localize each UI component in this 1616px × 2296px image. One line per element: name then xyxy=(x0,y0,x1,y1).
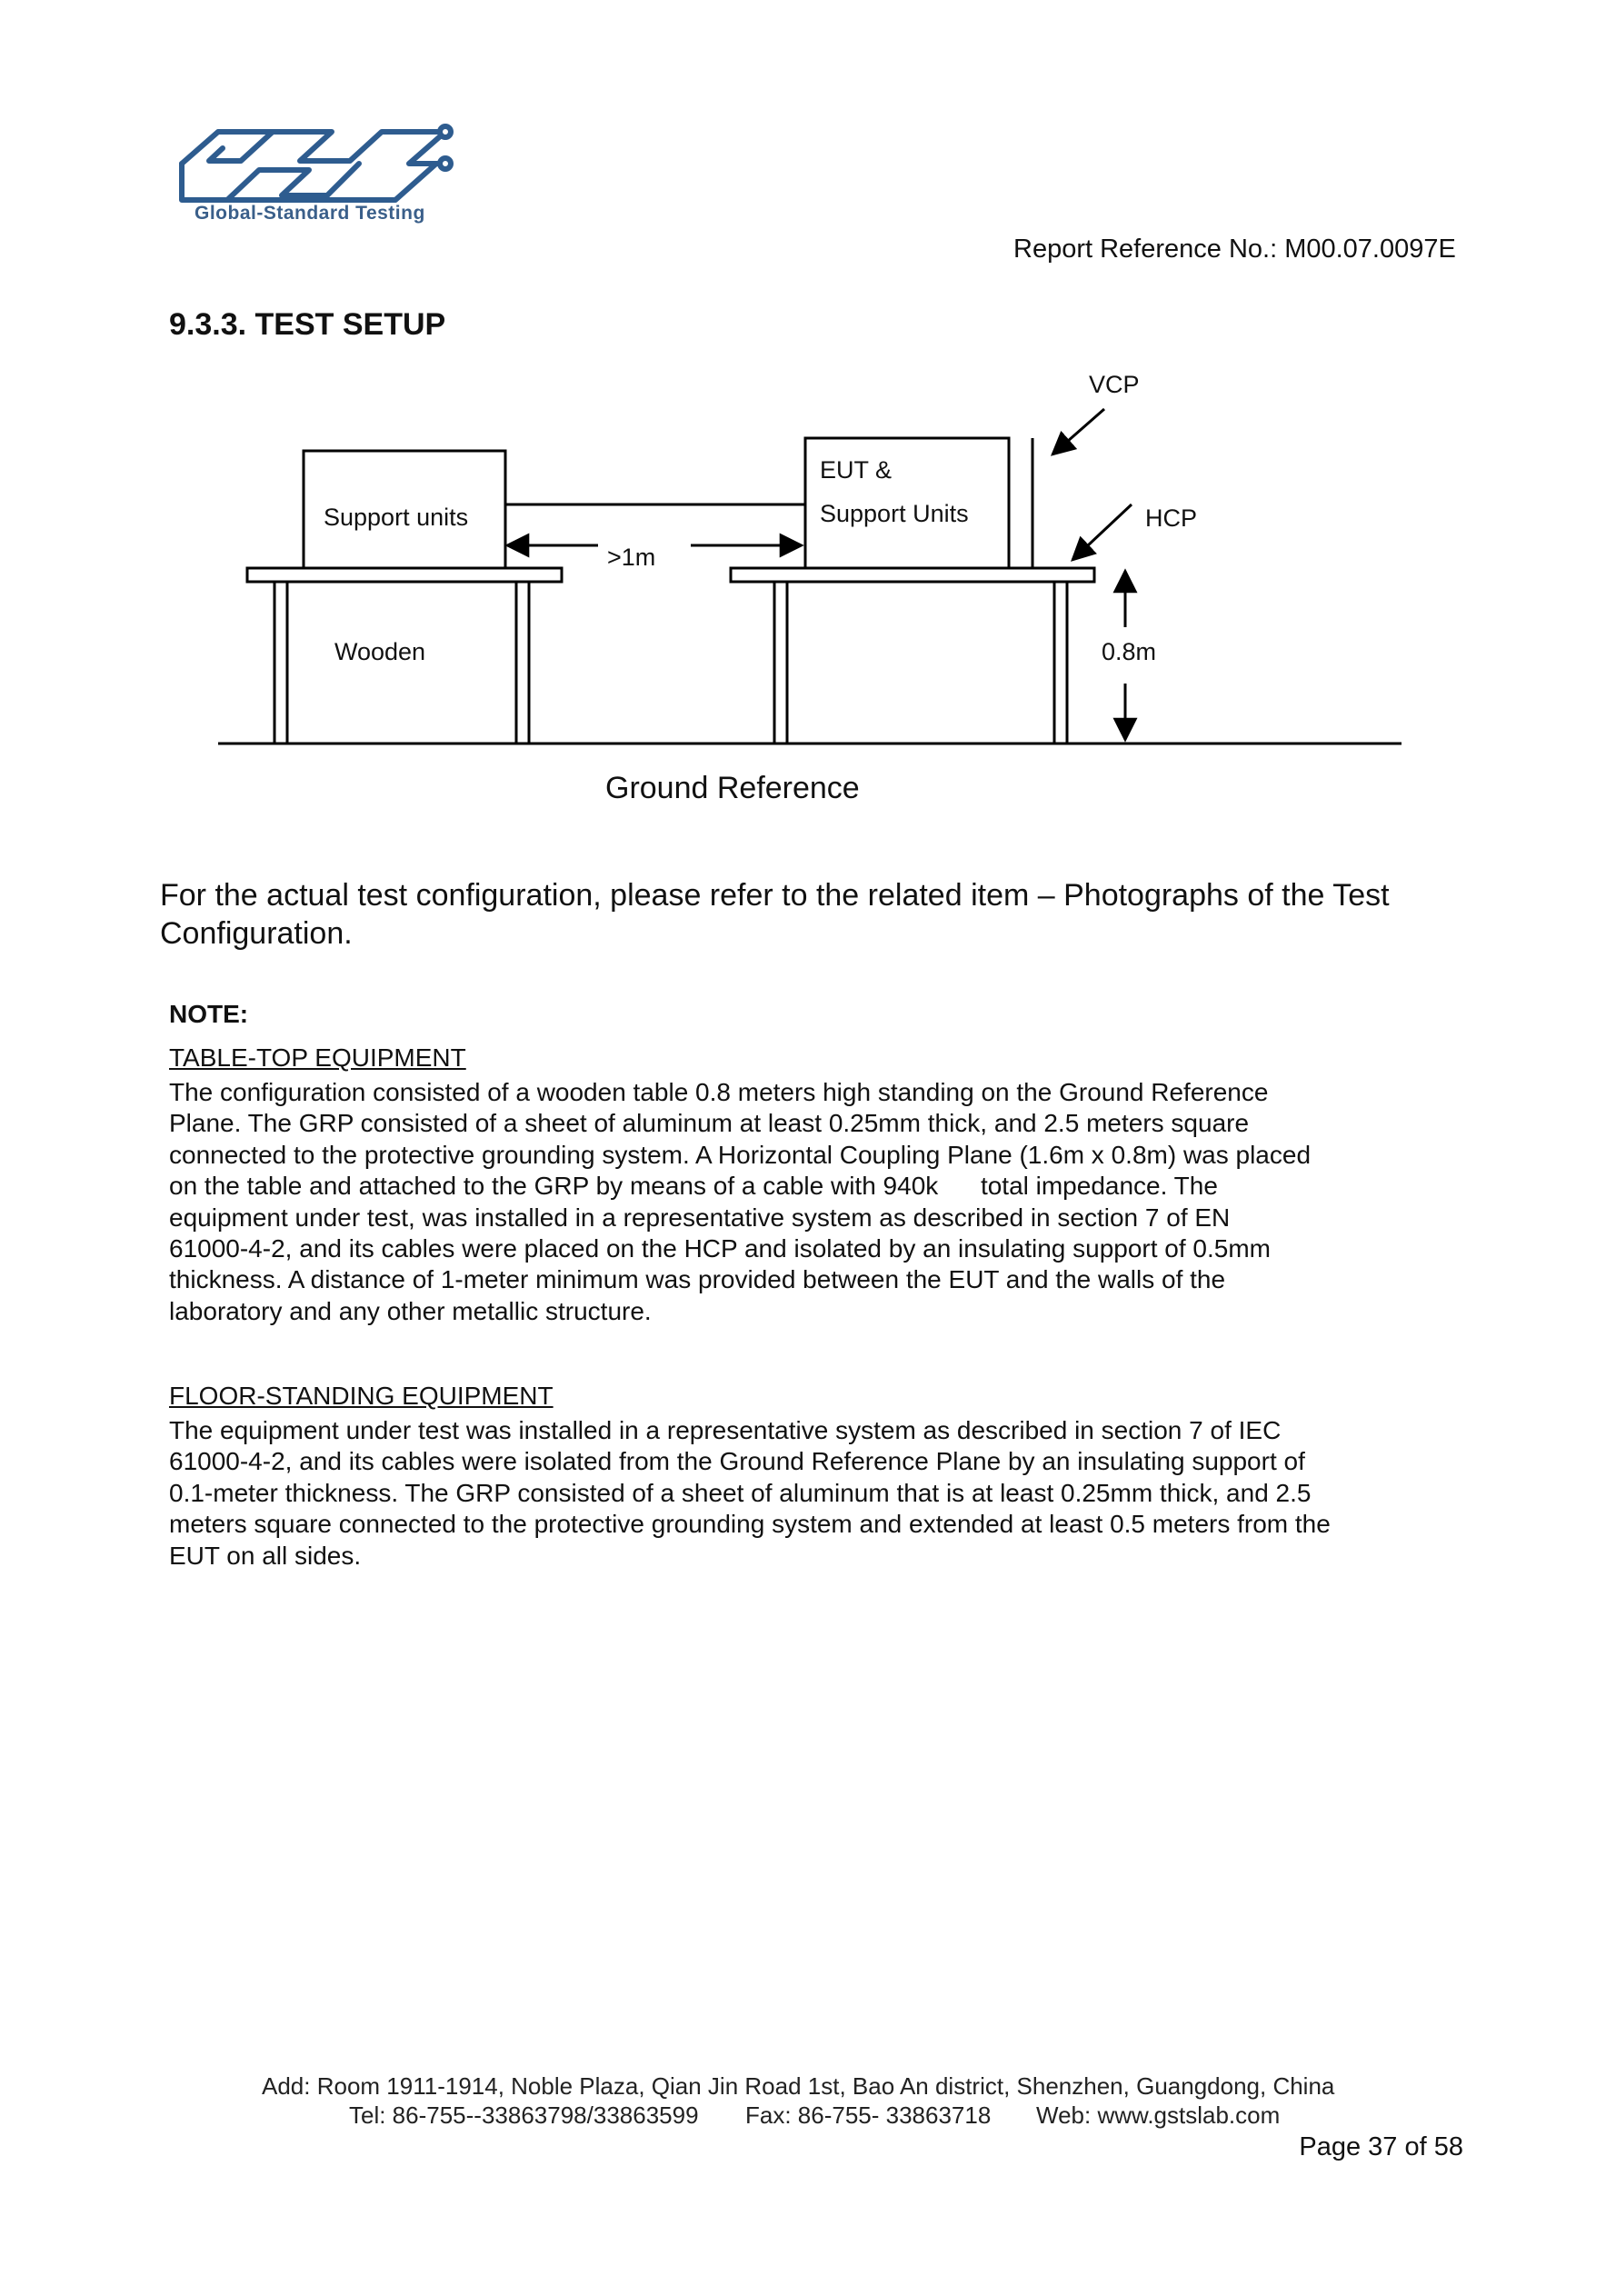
floor-paragraph xyxy=(169,1415,1432,1572)
text-line: Plane. The GRP consisted of a sheet of aluminum at least 0.25mm thick, and 2.5 meters square xyxy=(169,1109,1250,1138)
support-units-label: Support units xyxy=(324,504,469,531)
intro-paragraph: For the actual test configuration, please refer to the related item – Photographs of the Test Configuration. xyxy=(160,878,1390,951)
text-line: meters square connected to the protective grounding system and extended at least 0.5 meters from the xyxy=(169,1510,1331,1539)
footer-web: Web: www.gstslab.com xyxy=(1036,2101,1281,2129)
text-line: EUT on all sides. xyxy=(169,1541,362,1570)
text-line: equipment under test, was installed in a representative system as described in section 7 of EN xyxy=(169,1203,1231,1232)
logo-text: Global-Standard Testing xyxy=(195,203,425,224)
footer-address: Add: Room 1911-1914, Noble Plaza, Qian Jin Road 1st, Bao An district, Shenzhen, Guangdong, China xyxy=(262,2072,1335,2100)
tabletop-heading: TABLE-TOP EQUIPMENT xyxy=(169,1043,466,1072)
text-line: laboratory and any other metallic structure. xyxy=(169,1296,652,1325)
text-line: The configuration consisted of a wooden table 0.8 meters high standing on the Ground Reference xyxy=(169,1078,1269,1106)
left-table-leg xyxy=(274,582,287,744)
ground-reference-label: Ground Reference xyxy=(605,771,860,805)
eut-label-line1: EUT & xyxy=(820,456,893,484)
report-reference: Report Reference No.: M00.07.0097E xyxy=(1013,235,1456,264)
left-table-leg xyxy=(516,582,529,744)
test-setup-diagram xyxy=(209,364,1427,827)
section-title: 9.3.3. TEST SETUP xyxy=(169,307,446,342)
right-table-leg xyxy=(774,582,787,744)
footer-tel: Tel: 86-755--33863798/33863599 xyxy=(349,2101,699,2129)
note-title: NOTE: xyxy=(169,1000,249,1028)
height-label: 0.8m xyxy=(1102,638,1157,665)
text-line: connected to the protective grounding system. A Horizontal Coupling Plane (1.6m x 0.8m) was placed xyxy=(169,1140,1312,1169)
eut-label-line2: Support Units xyxy=(820,500,969,527)
left-table-top xyxy=(247,568,562,582)
page-number: Page 37 of 58 xyxy=(1299,2132,1463,2161)
hcp-label: HCP xyxy=(1145,504,1198,532)
text-line: 61000-4-2, and its cables were isolated from the Ground Reference Plane by an insulating support of xyxy=(169,1447,1305,1476)
text-line: 0.1-meter thickness. The GRP consisted of a sheet of aluminum that is at least 0.25mm thick, and 2.5 xyxy=(169,1478,1312,1507)
footer-fax: Fax: 86-755- 33863718 xyxy=(745,2101,992,2129)
wooden-label: Wooden xyxy=(334,638,426,665)
text-line: The equipment under test was installed in a representative system as described in section 7 of IEC xyxy=(169,1416,1282,1444)
text-line: 61000-4-2, and its cables were placed on the HCP and isolated by an insulating support of 0.5mm xyxy=(169,1234,1271,1263)
vcp-label: VCP xyxy=(1089,371,1140,398)
floor-heading: FLOOR-STANDING EQUIPMENT xyxy=(169,1382,554,1410)
distance-label: >1m xyxy=(607,544,656,571)
tabletop-paragraph xyxy=(169,1077,1432,1327)
text-line: thickness. A distance of 1-meter minimum was provided between the EUT and the walls of the xyxy=(169,1265,1226,1294)
right-table-top xyxy=(731,568,1094,582)
text-line: on the table and attached to the GRP by means of a cable with 940k total impedance. The xyxy=(169,1172,1218,1201)
right-table-leg xyxy=(1054,582,1067,744)
